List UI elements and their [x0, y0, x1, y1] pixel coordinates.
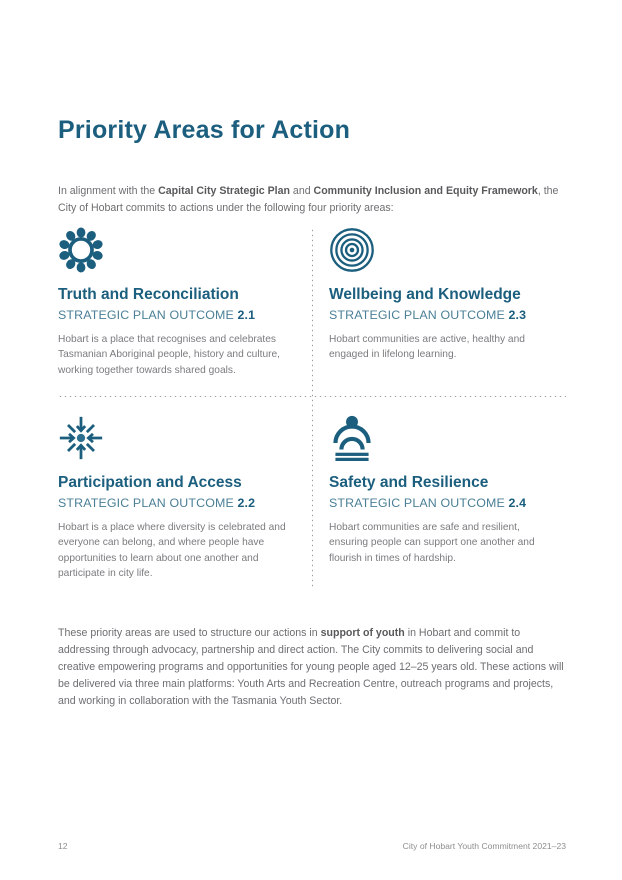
priority-area-description: Hobart is a place where diversity is celebrated and everyone can belong, and where people have opportunities to learn about one another and participate in city life.	[58, 521, 286, 580]
priority-area-wellbeing-and-knowledge	[329, 222, 566, 363]
outcome-label: STRATEGIC PLAN OUTCOME	[58, 495, 234, 510]
priority-area-title: Safety and Resilience	[329, 474, 489, 491]
intro-text-2: and	[289, 184, 314, 197]
outcome-number: 2.3	[508, 307, 527, 322]
closing-bold-1: support of youth	[320, 626, 405, 639]
outcome-label: STRATEGIC PLAN OUTCOME	[329, 495, 505, 510]
priority-area-description: Hobart communities are active, healthy and engaged in lifelong learning.	[329, 333, 525, 361]
flower-cog-icon	[58, 222, 295, 278]
outcome-label: STRATEGIC PLAN OUTCOME	[58, 307, 234, 322]
concentric-target-icon	[329, 222, 566, 278]
priority-area-title: Wellbeing and Knowledge	[329, 286, 521, 303]
outcome-number: 2.2	[237, 495, 256, 510]
priority-area-outcome	[329, 496, 566, 511]
priority-area-outcome	[58, 308, 295, 323]
outcome-number: 2.4	[508, 495, 527, 510]
intro-bold-1: Capital City Strategic Plan	[158, 184, 290, 197]
priority-area-participation-and-access	[58, 410, 295, 582]
priority-areas-grid	[58, 222, 566, 592]
priority-area-outcome	[58, 496, 295, 511]
closing-paragraph	[58, 625, 572, 710]
outcome-number: 2.1	[237, 307, 256, 322]
priority-area-title: Participation and Access	[58, 474, 242, 491]
converging-arrows-icon	[58, 410, 295, 466]
footer-document-name: City of Hobart Youth Commitment 2021–23	[402, 841, 566, 851]
priority-area-safety-and-resilience	[329, 410, 566, 566]
footer-page-number: 12	[58, 841, 68, 851]
closing-text-1: These priority areas are used to structure our actions in	[58, 626, 321, 639]
priority-area-outcome	[329, 308, 566, 323]
priority-area-description: Hobart communities are safe and resilient, ensuring people can support one another and flourish in times of hardship.	[329, 521, 535, 564]
intro-paragraph	[58, 183, 568, 217]
closing-text-2: in Hobart and commit to addressing through advocacy, partnership and direct action. The City commits to delivering social and creative empowering programs and opportunities for young people aged 12–25 years old. These actions will be delivered via three main platforms: Youth Arts and Recreation Centre, outreach programs and projects, and working in collaboration with the Tasmania Youth Sector.	[58, 626, 564, 707]
priority-area-truth-and-reconciliation	[58, 222, 295, 378]
priority-area-description: Hobart is a place that recognises and celebrates Tasmanian Aboriginal people, history and culture, working together towards shared goals.	[58, 333, 280, 376]
page-title: Priority Areas for Action	[58, 115, 351, 144]
dome-ripple-icon	[329, 410, 566, 466]
intro-bold-2: Community Inclusion and Equity Framework	[313, 184, 538, 197]
intro-text-3: , the City of Hobart commits to actions under the following four priority areas:	[58, 184, 559, 214]
priority-area-title: Truth and Reconciliation	[58, 286, 239, 303]
intro-text-1: In alignment with the	[58, 184, 159, 197]
outcome-label: STRATEGIC PLAN OUTCOME	[329, 307, 505, 322]
